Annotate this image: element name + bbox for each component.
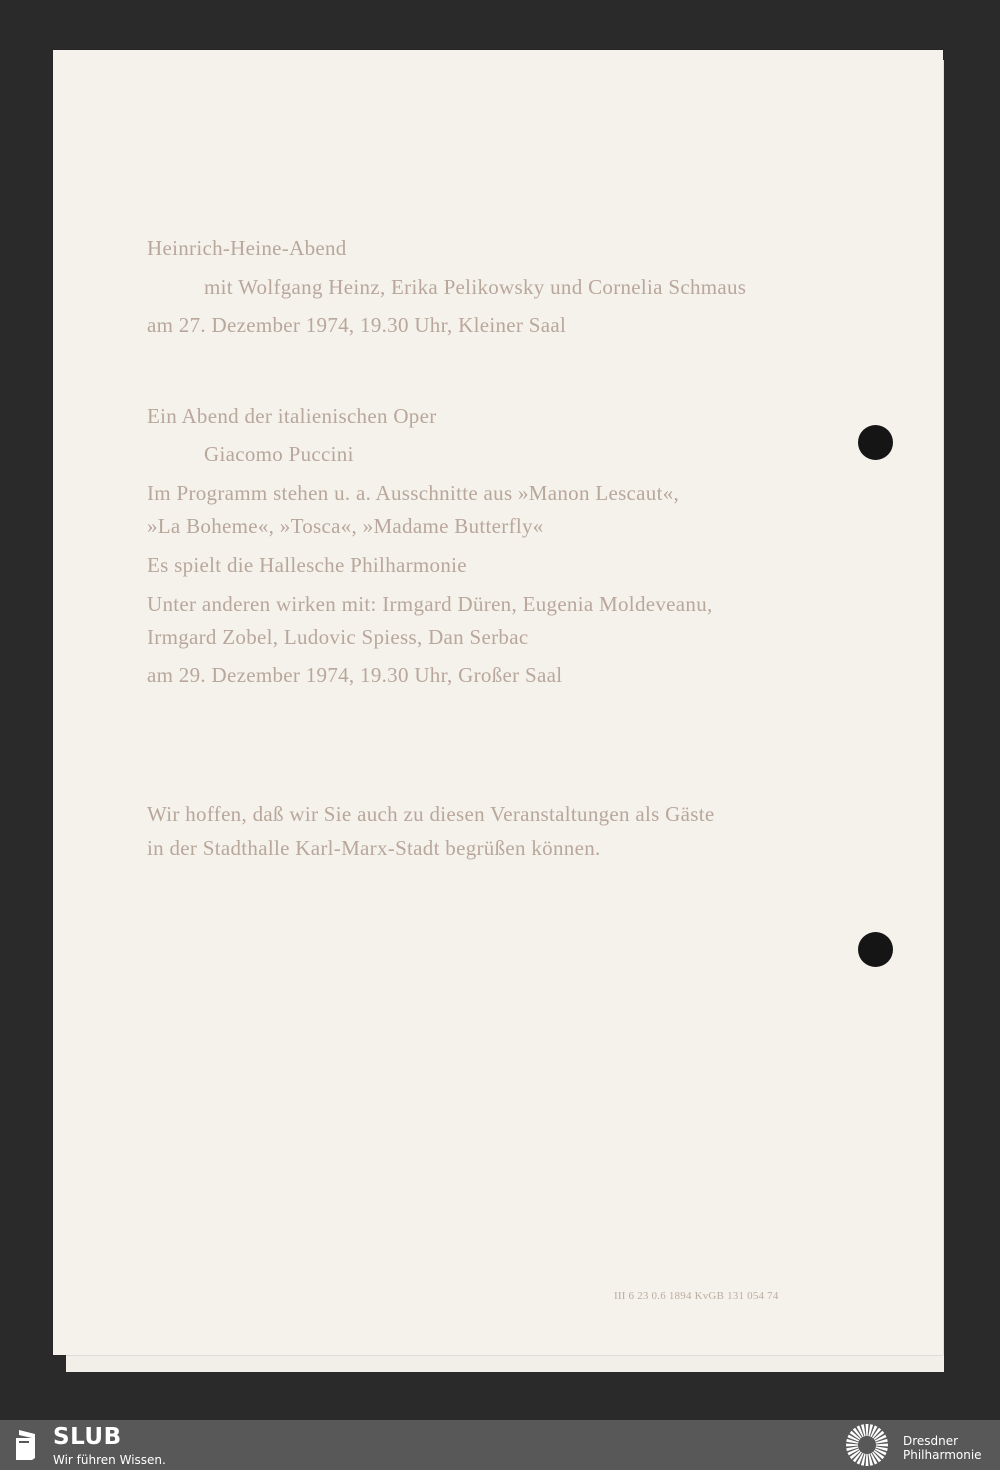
event2-program-line1: Im Programm stehen u. a. Ausschnitte aus »Manon Lescaut«, <box>147 481 680 505</box>
sunburst-logo[interactable] <box>842 1423 892 1467</box>
slub-slogan: Wir führen Wissen. <box>53 1453 166 1467</box>
document-page <box>53 50 943 1355</box>
punch-hole-top <box>858 425 893 460</box>
book-icon <box>14 1428 42 1462</box>
slub-name[interactable]: SLUB <box>53 1424 122 1450</box>
print-code: III 6 23 0.6 1894 KvGB 131 054 74 <box>614 1290 779 1302</box>
event1-performers: mit Wolfgang Heinz, Erika Pelikowsky und Cornelia Schmaus <box>204 275 747 299</box>
event1-title: Heinrich-Heine-Abend <box>147 236 347 260</box>
event2-program-line2: »La Boheme«, »Tosca«, »Madame Butterfly« <box>147 514 544 538</box>
closing-line1: Wir hoffen, daß wir Sie auch zu diesen Veranstaltungen als Gäste <box>147 802 715 826</box>
event2-date: am 29. Dezember 1974, 19.30 Uhr, Großer Saal <box>147 663 563 687</box>
event2-soloists-line2: Irmgard Zobel, Ludovic Spiess, Dan Serbac <box>147 625 529 649</box>
sunburst-ray <box>876 1444 888 1447</box>
event2-composer: Giacomo Puccini <box>204 442 354 466</box>
closing-line2: in der Stadthalle Karl-Marx-Stadt begrüßen können. <box>147 836 601 860</box>
event2-soloists-line1: Unter anderen wirken mit: Irmgard Düren, Eugenia Moldeveanu, <box>147 592 713 616</box>
event2-title: Ein Abend der italienischen Oper <box>147 404 437 428</box>
partner-name-line1: Dresdner <box>903 1434 959 1448</box>
footer-bar <box>0 1420 1000 1470</box>
partner-name-line2: Philharmonie <box>903 1448 982 1462</box>
event2-orchestra: Es spielt die Hallesche Philharmonie <box>147 553 467 577</box>
sunburst-ray <box>866 1454 869 1466</box>
event1-date: am 27. Dezember 1974, 19.30 Uhr, Kleiner Saal <box>147 313 567 337</box>
punch-hole-bottom <box>858 932 893 967</box>
sunburst-ray <box>866 1424 869 1436</box>
sunburst-ray <box>846 1444 858 1447</box>
